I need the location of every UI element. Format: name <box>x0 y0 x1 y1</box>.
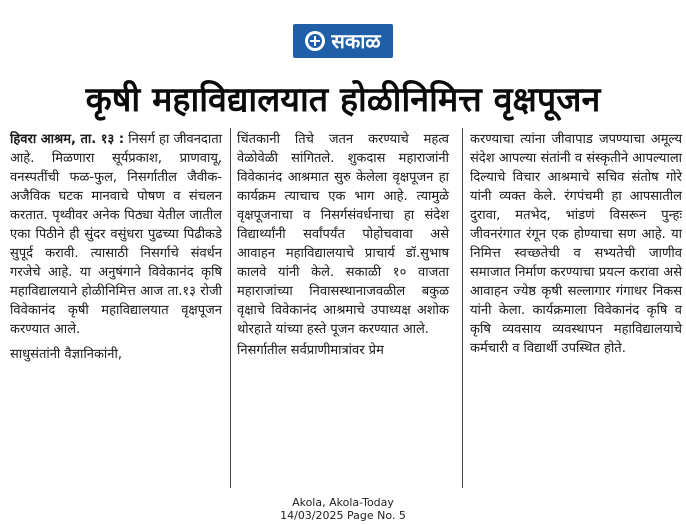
column-1-tail: साधुसंतांनी वैज्ञानिकांनी, <box>10 347 123 362</box>
article-column-2 <box>237 130 449 360</box>
column-2-body: चिंतकानी तिचे जतन करण्याचे महत्व वेळोवेळी सांगितले. शुकदास महाराजांनी विवेकानंद आश्रमात सुरु केलेला वृक्षपूजन हा कार्यक्रम त्याचाच एक भाग आहे. त्यामुळे वृक्षपूजनाचा व निसर्गसंवर्धनाचा हा संदेश विद्यार्थ्यांनी सर्वांपर्यंत पोहोचवावा असे आवाहन महाविद्यालयाचे प्राचार्य डॉ.सुभाष कालवे यांनी केले. सकाळी १० वाजता महाराजांच्या निवासस्थानाजवळील बकुळ वृक्षाचे विवेकानंद आश्रमाचे उपाध्यक्ष अशोक थोरहाते यांच्या हस्ते पूजन करण्यात आले. <box>237 132 449 337</box>
article-column-3 <box>470 130 682 358</box>
logo-text: सकाळ <box>331 29 381 53</box>
column-3-body: करण्याचा त्यांना जीवापाड जपण्याचा अमूल्य संदेश आपल्या संतांनी व संस्कृतीने आपल्याला दिल्याचे विचार आश्रमाचे सचिव संतोष गोरे यांनी व्यक्त केले. रंगपंचमी हा आपसातील दुरावा, मतभेद, भांडणं विसरून पुन्हः जीवनरंगात रंगून एक होण्याचा सण आहे. या निमित्त स्वच्छतेची व सभ्यतेची जाणीव समाजात निर्माण करण्याचा प्रयत्न करावा असे आवाहन ज्येष्ठ कृषी सल्लागार गंगाधर निकस यांनी केला. कार्यक्रमाला विवेकानंद कृषि व कृषि व्यवसाय व्यवस्थापन महाविद्यालयाचे कर्मचारी व विद्यार्थी उपस्थित होते. <box>470 132 682 356</box>
footer-edition: Akola, Akola-Today <box>292 496 394 509</box>
sakal-emblem-icon <box>305 31 325 51</box>
dateline: हिवरा आश्रम, ता. १३ : <box>10 132 125 147</box>
column-divider-1 <box>230 128 231 488</box>
headline: कृषी महाविद्यालयात होळीनिमित्त वृक्षपूजन <box>85 80 601 120</box>
column-2-tail: निसर्गातील सर्वप्राणीमात्रांवर प्रेम <box>237 343 384 358</box>
footer-date-page: 14/03/2025 Page No. 5 <box>280 509 406 522</box>
column-divider-2 <box>462 128 463 488</box>
sakal-logo <box>293 24 393 58</box>
column-1-body: निसर्ग हा जीवनदाता आहे. मिळणारा सूर्यप्रकाश, प्राणवायू, वनस्पतींची फळ-फुल, निसर्गातील जैवीक-अजैविक घटक मानवाचे पोषण व संचलन करतात. पृथ्वीवर अनेक पिठ्या येतील जातील एका पिठीने ही सुंदर वसुंधरा पुढच्या पिढीकडे सुपूर्द करावी. त्यासाठी निसर्गाचे संवर्धन गरजेचे आहे. या अनुषंगाने विवेकानंद कृषि महाविद्यालयाने होळीनिमित्त आज ता.१३ रोजी विवेकानंद कृषी महाविद्यालयात वृक्षपूजन करण्यात आले. <box>10 132 222 337</box>
article-column-1 <box>10 130 222 364</box>
